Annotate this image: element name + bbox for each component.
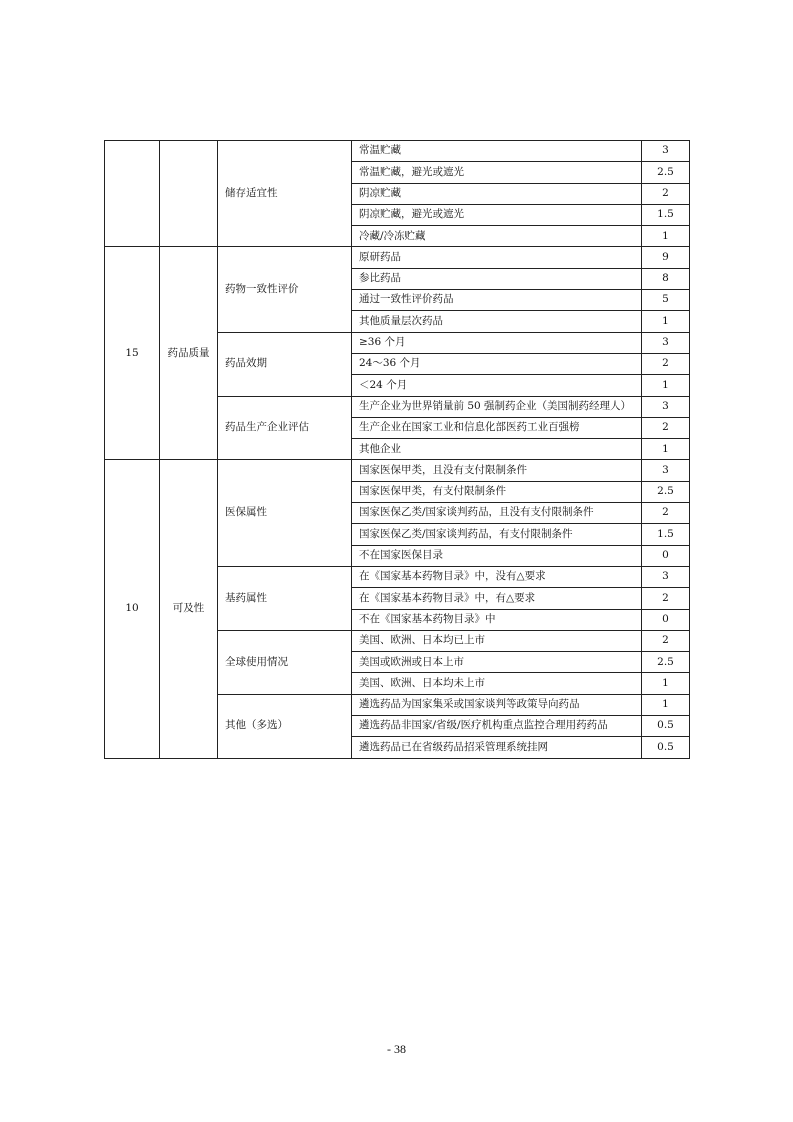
scoring-table (104, 140, 690, 759)
category-cell: 可及性 (160, 460, 218, 758)
subcategory-cell: 医保属性 (218, 460, 352, 566)
criterion-cell: 遴选药品已在省级药品招采管理系统挂网 (352, 737, 642, 758)
score-cell: 3 (642, 396, 690, 417)
score-cell: 2.5 (642, 481, 690, 502)
subcategory-cell: 药品生产企业评估 (218, 396, 352, 460)
score-cell: 2 (642, 353, 690, 374)
category-cell: 药品质量 (160, 247, 218, 460)
table-row (105, 141, 690, 162)
subcategory-cell: 基药属性 (218, 566, 352, 630)
score-cell: 2 (642, 630, 690, 651)
subcategory-cell: 药物一致性评价 (218, 247, 352, 332)
criterion-cell: ≥36 个月 (352, 332, 642, 353)
criterion-cell: 美国、欧洲、日本均已上市 (352, 630, 642, 651)
score-cell: 1.5 (642, 524, 690, 545)
criterion-cell: 常温贮藏，避光或遮光 (352, 162, 642, 183)
criterion-cell: ＜24 个月 (352, 375, 642, 396)
score-cell: 5 (642, 290, 690, 311)
score-cell: 3 (642, 332, 690, 353)
criterion-cell: 生产企业为世界销量前 50 强制药企业（美国制药经理人） (352, 396, 642, 417)
score-cell: 0.5 (642, 716, 690, 737)
criterion-cell: 阴凉贮藏 (352, 183, 642, 204)
criterion-cell: 阴凉贮藏，避光或遮光 (352, 204, 642, 225)
criterion-cell: 其他质量层次药品 (352, 311, 642, 332)
criterion-cell: 冷藏/冷冻贮藏 (352, 226, 642, 247)
subcategory-cell: 储存适宜性 (218, 141, 352, 247)
criterion-cell: 通过一致性评价药品 (352, 290, 642, 311)
score-cell: 1.5 (642, 204, 690, 225)
criterion-cell: 遴选药品为国家集采或国家谈判等政策导向药品 (352, 694, 642, 715)
criterion-cell: 国家医保乙类/国家谈判药品，有支付限制条件 (352, 524, 642, 545)
criterion-cell: 遴选药品非国家/省级/医疗机构重点监控合理用药药品 (352, 716, 642, 737)
score-cell: 3 (642, 566, 690, 587)
criterion-cell: 在《国家基本药物目录》中，有△要求 (352, 588, 642, 609)
criterion-cell: 美国或欧洲或日本上市 (352, 652, 642, 673)
score-cell: 1 (642, 226, 690, 247)
criterion-cell: 在《国家基本药物目录》中，没有△要求 (352, 566, 642, 587)
subcategory-cell: 全球使用情况 (218, 630, 352, 694)
score-cell: 2.5 (642, 162, 690, 183)
table-row (105, 247, 690, 268)
score-cell: 3 (642, 141, 690, 162)
criterion-cell: 不在《国家基本药物目录》中 (352, 609, 642, 630)
score-cell: 3 (642, 460, 690, 481)
criterion-cell: 不在国家医保目录 (352, 545, 642, 566)
subcategory-cell: 其他（多选） (218, 694, 352, 758)
score-cell: 0 (642, 545, 690, 566)
score-cell: 2 (642, 183, 690, 204)
score-cell: 1 (642, 439, 690, 460)
score-cell: 0 (642, 609, 690, 630)
score-cell: 2 (642, 588, 690, 609)
table-row (105, 460, 690, 481)
criterion-cell: 其他企业 (352, 439, 642, 460)
subcategory-cell: 药品效期 (218, 332, 352, 396)
criterion-cell: 国家医保甲类，且没有支付限制条件 (352, 460, 642, 481)
score-cell: 9 (642, 247, 690, 268)
score-cell: 1 (642, 311, 690, 332)
score-cell: 2.5 (642, 652, 690, 673)
weight-cell: 15 (105, 247, 160, 460)
score-cell: 8 (642, 268, 690, 289)
weight-cell (105, 141, 160, 247)
criterion-cell: 常温贮藏 (352, 141, 642, 162)
page-number: - 38 (387, 1042, 406, 1056)
score-cell: 2 (642, 503, 690, 524)
score-cell: 1 (642, 694, 690, 715)
criterion-cell: 生产企业在国家工业和信息化部医药工业百强榜 (352, 417, 642, 438)
score-cell: 0.5 (642, 737, 690, 758)
category-cell (160, 141, 218, 247)
weight-cell: 10 (105, 460, 160, 758)
scoring-table-body (105, 141, 690, 759)
criterion-cell: 国家医保甲类，有支付限制条件 (352, 481, 642, 502)
criterion-cell: 国家医保乙类/国家谈判药品，且没有支付限制条件 (352, 503, 642, 524)
criterion-cell: 24～36 个月 (352, 353, 642, 374)
score-cell: 2 (642, 417, 690, 438)
criterion-cell: 参比药品 (352, 268, 642, 289)
criterion-cell: 原研药品 (352, 247, 642, 268)
score-cell: 1 (642, 673, 690, 694)
criterion-cell: 美国、欧洲、日本均未上市 (352, 673, 642, 694)
score-cell: 1 (642, 375, 690, 396)
